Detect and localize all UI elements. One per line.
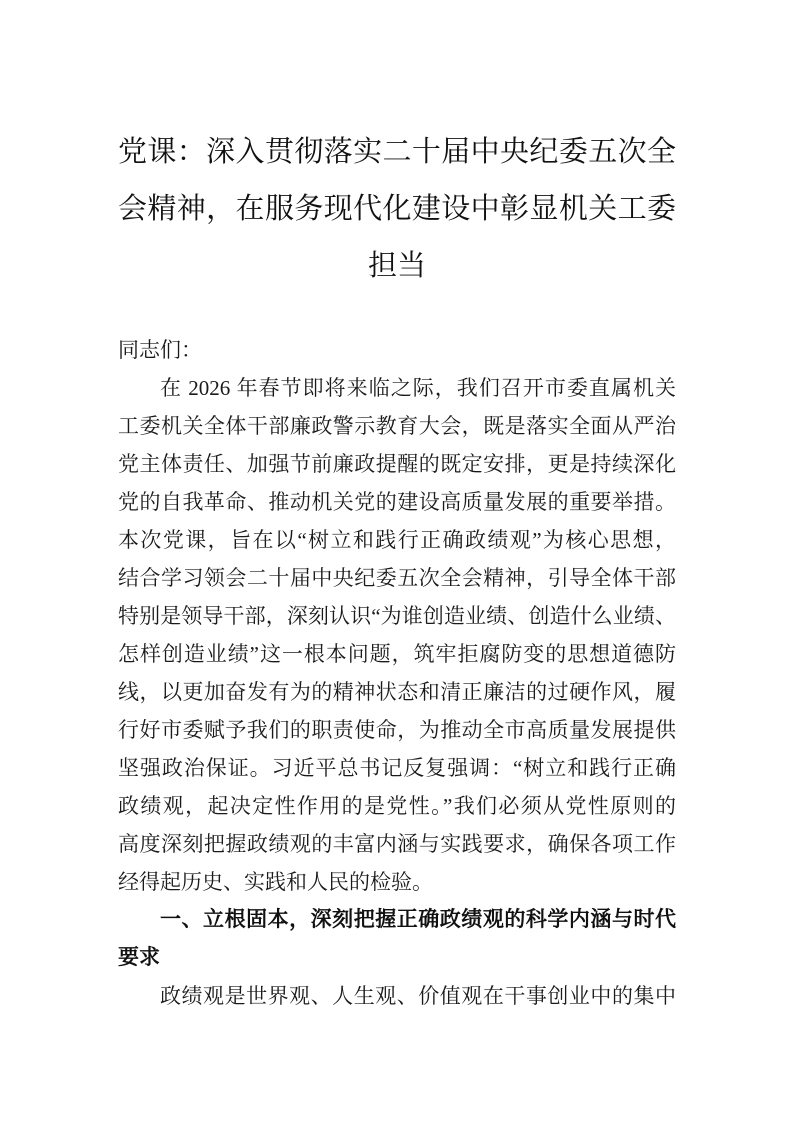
paragraph-line: 本次党课，旨在以“树立和践行正确政绩观”为核心思想， [118, 528, 676, 552]
title-line: 党课：深入贯彻落实二十届中央纪委五次全 [118, 136, 676, 168]
title-line: 担当 [367, 250, 426, 282]
paragraph-line: 政绩观是世界观、人生观、价值观在干事创业中的集中 [160, 984, 676, 1008]
paragraph-line: 线，以更加奋发有为的精神状态和清正廉洁的过硬作风，履 [118, 680, 676, 704]
paragraph-line: 坚强政治保证。习近平总书记反复强调：“树立和践行正确 [118, 756, 676, 780]
paragraph-line: 党的自我革命、推动机关党的建设高质量发展的重要举措。 [118, 490, 676, 514]
paragraph-line: 党主体责任、加强节前廉政提醒的既定安排，更是持续深化 [118, 452, 676, 476]
document-body [118, 331, 676, 1015]
paragraph-line: 高度深刻把握政绩观的丰富内涵与实践要求，确保各项工作 [118, 832, 676, 856]
paragraph-line: 结合学习领会二十届中央纪委五次全会精神，引导全体干部 [118, 566, 676, 590]
paragraph-line: 特别是领导干部，深刻认识“为谁创造业绩、创造什么业绩、 [118, 604, 676, 628]
heading-line: 要求 [118, 946, 160, 969]
paragraph-line: 工委机关全体干部廉政警示教育大会，既是落实全面从严治 [118, 414, 676, 438]
document-title [118, 124, 676, 295]
paragraph-1 [118, 369, 676, 901]
heading-line: 一、立根固本，深刻把握正确政绩观的科学内涵与时代 [160, 908, 676, 931]
document-content [118, 0, 676, 1015]
paragraph-line: 怎样创造业绩”这一根本问题，筑牢拒腐防变的思想道德防 [118, 642, 676, 666]
title-line: 会精神，在服务现代化建设中彰显机关工委 [118, 193, 676, 225]
salutation: 同志们： [118, 338, 202, 362]
paragraph-line: 在 2026 年春节即将来临之际，我们召开市委直属机关 [160, 376, 676, 400]
paragraph-2 [118, 977, 676, 1015]
section-heading-1 [118, 901, 676, 977]
paragraph-line: 政绩观，起决定性作用的是党性。”我们必须从党性原则的 [118, 794, 676, 818]
paragraph-line: 经得起历史、实践和人民的检验。 [118, 870, 433, 894]
paragraph-line: 行好市委赋予我们的职责使命，为推动全市高质量发展提供 [118, 718, 676, 742]
